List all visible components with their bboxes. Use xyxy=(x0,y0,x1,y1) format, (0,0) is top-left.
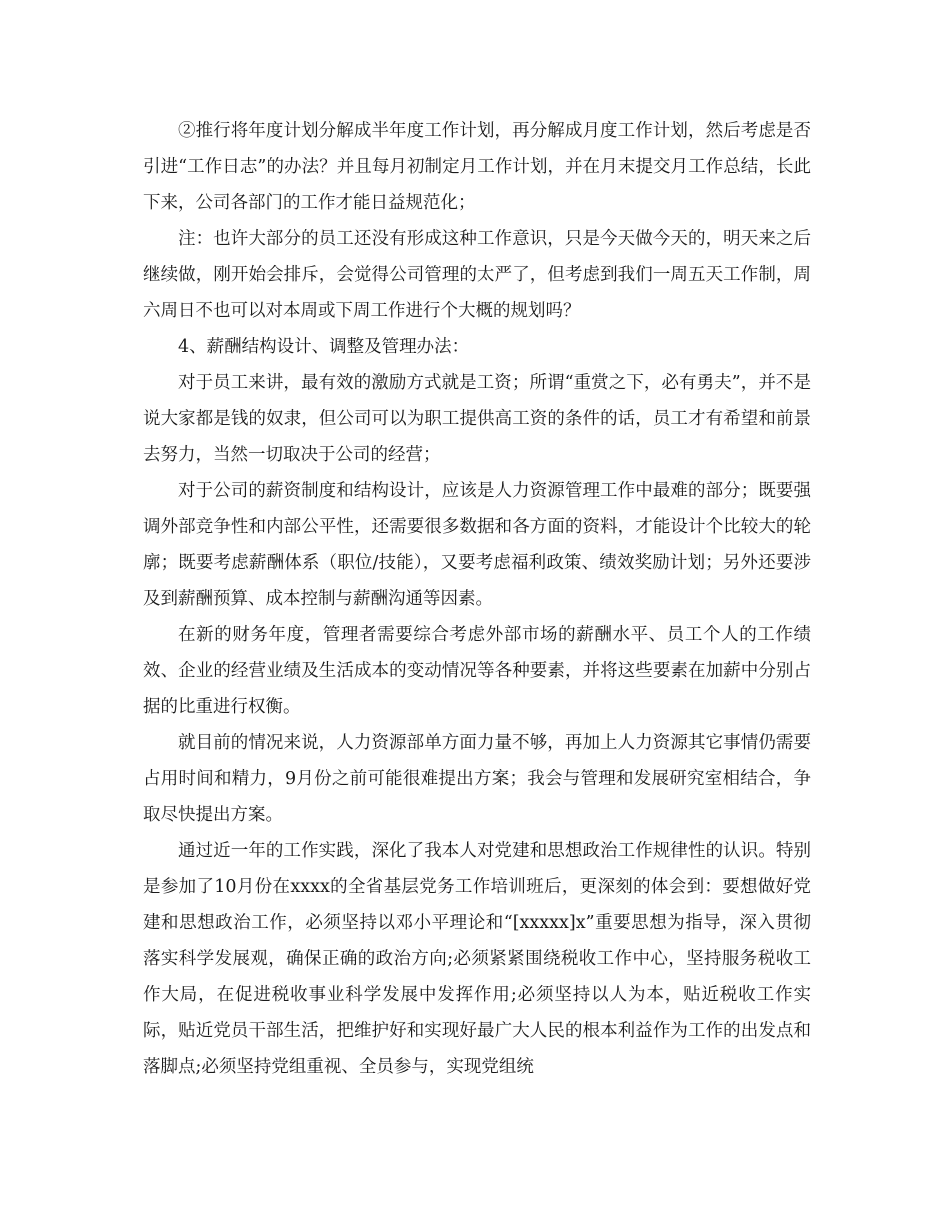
paragraph-party-work: 通过近一年的工作实践，深化了我本人对党建和思想政治工作规律性的认识。特别是参加了10月份在xxxx的全省基层党务工作培训班后，更深刻的体会到：要想做好党建和思想政治工作，必须坚持以邓小平理论和“[xxxxx]x”重要思想为指导，深入贯彻落实科学发展观，确保正确的政治方向;必须紧紧围绕税收工作中心，坚持服务税收工作大局，在促进税收事业科学发展中发挥作用;必须坚持以人为本，贴近税收工作实际，贴近党员干部生活，把维护好和实现好最广大人民的根本利益作为工作的出发点和落脚点;必须坚持党组重视、全员参与，实现党组统 xyxy=(143,841,811,1077)
paragraph-note: 注：也许大部分的员工还没有形成这种工作意识，只是今天做今天的，明天来之后继续做，刚开始会排斥，会觉得公司管理的太严了，但考虑到我们一周五天工作制，周六周日不也可以对本周或下周工作进行个大概的规划吗？ xyxy=(143,229,811,321)
paragraph-salary-incentive: 对于员工来讲，最有效的激励方式就是工资；所谓“重赏之下，必有勇夫”，并不是说大家都是钱的奴隶，但公司可以为职工提供高工资的条件的话，员工才有希望和前景去努力，当然一切取决于公司的经营； xyxy=(143,373,811,465)
section-heading-salary: 4、薪酬结构设计、调整及管理办法： xyxy=(178,337,470,357)
paragraph-fiscal-year: 在新的财务年度，管理者需要综合考虑外部市场的薪酬水平、员工个人的工作绩效、企业的经营业绩及生活成本的变动情况等各种要素，并将这些要素在加薪中分别占据的比重进行权衡。 xyxy=(143,625,811,717)
paragraph-salary-structure: 对于公司的薪资制度和结构设计，应该是人力资源管理工作中最难的部分；既要强调外部竞争性和内部公平性，还需要很多数据和各方面的资料，才能设计个比较大的轮廓；既要考虑薪酬体系（职位/技能），又要考虑福利政策、绩效奖励计划；另外还要涉及到薪酬预算、成本控制与薪酬沟通等因素。 xyxy=(143,481,811,609)
document-body xyxy=(143,113,811,1085)
paragraph-plan-breakdown: ②推行将年度计划分解成半年度工作计划，再分解成月度工作计划，然后考虑是否引进“工作日志”的办法？并且每月初制定月工作计划，并在月末提交月工作总结，长此下来，公司各部门的工作才能日益规范化； xyxy=(143,121,811,213)
paragraph-current-situation: 就目前的情况来说，人力资源部单方面力量不够，再加上人力资源其它事情仍需要占用时间和精力，9月份之前可能很难提出方案；我会与管理和发展研究室相结合，争取尽快提出方案。 xyxy=(143,733,811,825)
